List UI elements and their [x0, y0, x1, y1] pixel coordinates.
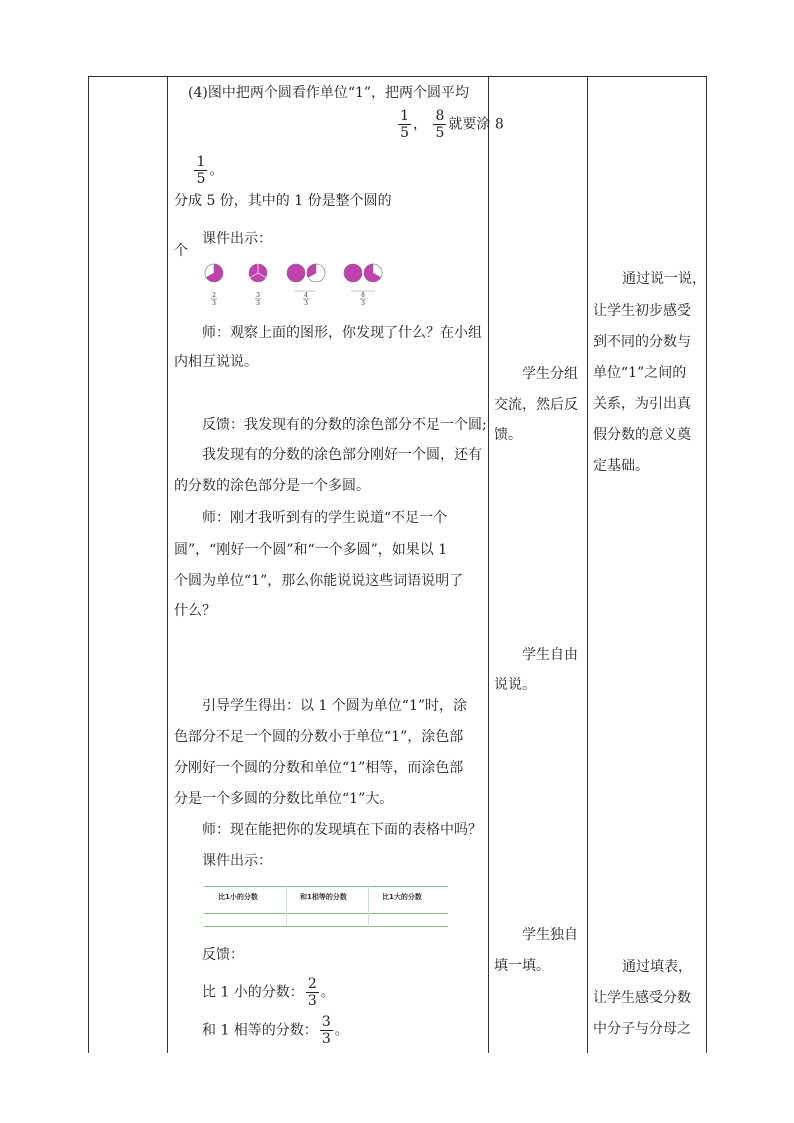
student-activity-1-line2: 交流，然后反 — [494, 397, 578, 413]
column-divider-1 — [167, 76, 168, 1053]
courseware-label-2: 课件出示： — [202, 853, 272, 869]
less-than-one-answer: 比 1 小的分数： $\frac{2}{3}$ 。 — [202, 976, 335, 1009]
teacher-question-2-line2: 圆”，“刚好一个圆”和“一个多圆”，如果以 1 — [174, 542, 448, 558]
para1-line1: (4)图中把两个圆看作单位“1”，把两个圆平均 — [188, 85, 470, 101]
feedback-1-line3: 的分数的涂色部分是一个多圆。 — [174, 478, 370, 494]
fraction-1-5: $\frac{1}{5}$ — [400, 108, 409, 141]
equal-one-answer: 和 1 相等的分数： $\frac{3}{3}$ 。 — [202, 1014, 349, 1047]
student-activity-3-line2: 填一填。 — [494, 958, 550, 974]
teacher-question-2-line3: 个圆为单位“1”，那么你能说说这些词语说明了 — [174, 573, 464, 589]
intent-1-line7: 定基础。 — [593, 458, 649, 474]
fraction-8-5: $\frac{8}{5}$ — [435, 108, 445, 141]
intent-1-line4: 单位“1”之间的 — [593, 365, 687, 381]
intent-2-line1: 通过填表， — [622, 959, 692, 975]
intent-2-line3: 中分子与分母之 — [593, 1021, 691, 1037]
column-divider-2 — [488, 76, 489, 1053]
svg-text:3: 3 — [304, 300, 308, 307]
table-top-border — [88, 76, 707, 77]
table-left-border — [88, 76, 89, 1053]
caption-2-3: 2 — [212, 292, 216, 299]
caption-8-3: 8 — [361, 292, 365, 299]
para1-line3-row: $\frac{1}{5}$ 。 — [196, 154, 224, 187]
teacher-question-2-line4: 什么？ — [174, 603, 216, 619]
teacher-question-1-line1: 师：观察上面的图形，你发现了什么？在小组 — [202, 325, 482, 341]
fraction-2-3: $\frac{2}{3}$ — [307, 976, 317, 1009]
student-activity-2-line2: 说说。 — [494, 677, 536, 693]
feedback-1-line1: 反馈：我发现有的分数的涂色部分不足一个圆; — [202, 417, 487, 433]
fraction-1-5-b: $\frac{1}{5}$ — [196, 154, 206, 187]
courseware-label: 课件出示： — [202, 231, 272, 247]
guide-line1: 引导学生得出：以 1 个圆为单位“1”时，涂 — [202, 698, 468, 714]
teacher-question-2-line1: 师：刚才我听到有的学生说道“不足一个 — [202, 510, 448, 526]
svg-text:3: 3 — [256, 300, 260, 307]
intent-1-line5: 关系，为引出真 — [593, 396, 691, 412]
caption-4-3: 4 — [304, 292, 308, 299]
column-divider-3 — [587, 76, 588, 1053]
caption-3-3: 3 — [256, 292, 260, 299]
intent-1-line3: 到不同的分数与 — [593, 334, 691, 350]
feedback-1-line2: 我发现有的分数的涂色部分刚好一个圆，还有 — [202, 447, 482, 463]
teacher-question-1-line2: 内相互说说。 — [174, 354, 258, 370]
fraction-circles-illustration — [198, 260, 388, 310]
intent-1-line6: 假分数的意义奠 — [593, 427, 691, 443]
teacher-question-3: 师：现在能把你的发现填在下面的表格中吗？ — [202, 822, 482, 838]
intent-2-line2: 让学生感受分数 — [593, 990, 691, 1006]
table-right-border — [706, 76, 707, 1053]
guide-line4: 分是一个多圆的分数比单位“1”大。 — [174, 791, 394, 807]
student-activity-1-line1: 学生分组 — [522, 366, 578, 382]
circle-3-3 — [249, 264, 267, 307]
circle-4-3 — [287, 264, 325, 307]
guide-line2: 色部分不足一个圆的分数小于单位“1”，涂色部 — [174, 729, 464, 745]
fraction-category-table-image — [204, 886, 448, 930]
para1-line2: 分成 5 份，其中的 1 份是整个圆的 — [174, 193, 392, 209]
guide-line3: 分刚好一个圆的分数和单位“1”相等，而涂色部 — [174, 760, 464, 776]
fraction-3-3: $\frac{3}{3}$ — [321, 1014, 331, 1047]
student-activity-2-line1: 学生自由 — [522, 647, 578, 663]
circle-8-3 — [344, 264, 382, 307]
svg-text:3: 3 — [361, 300, 365, 307]
student-activity-3-line1: 学生独自 — [522, 927, 578, 943]
circle-2-3 — [205, 264, 223, 307]
header-less-than-one: 比1小的分数 — [218, 893, 258, 901]
header-equal-one: 和1相等的分数 — [300, 893, 347, 901]
header-greater-than-one: 比1大的分数 — [382, 893, 422, 901]
para1-line2-row: $\frac{1}{5}$ ， $\frac{8}{5}$ 就要涂 8 — [400, 108, 504, 141]
feedback-2-label: 反馈： — [202, 947, 244, 963]
para1-line3: 个 — [174, 243, 188, 259]
svg-text:3: 3 — [212, 300, 216, 307]
intent-1-line1: 通过说一说， — [622, 271, 706, 287]
intent-1-line2: 让学生初步感受 — [593, 303, 691, 319]
student-activity-1-line3: 馈。 — [494, 427, 522, 443]
